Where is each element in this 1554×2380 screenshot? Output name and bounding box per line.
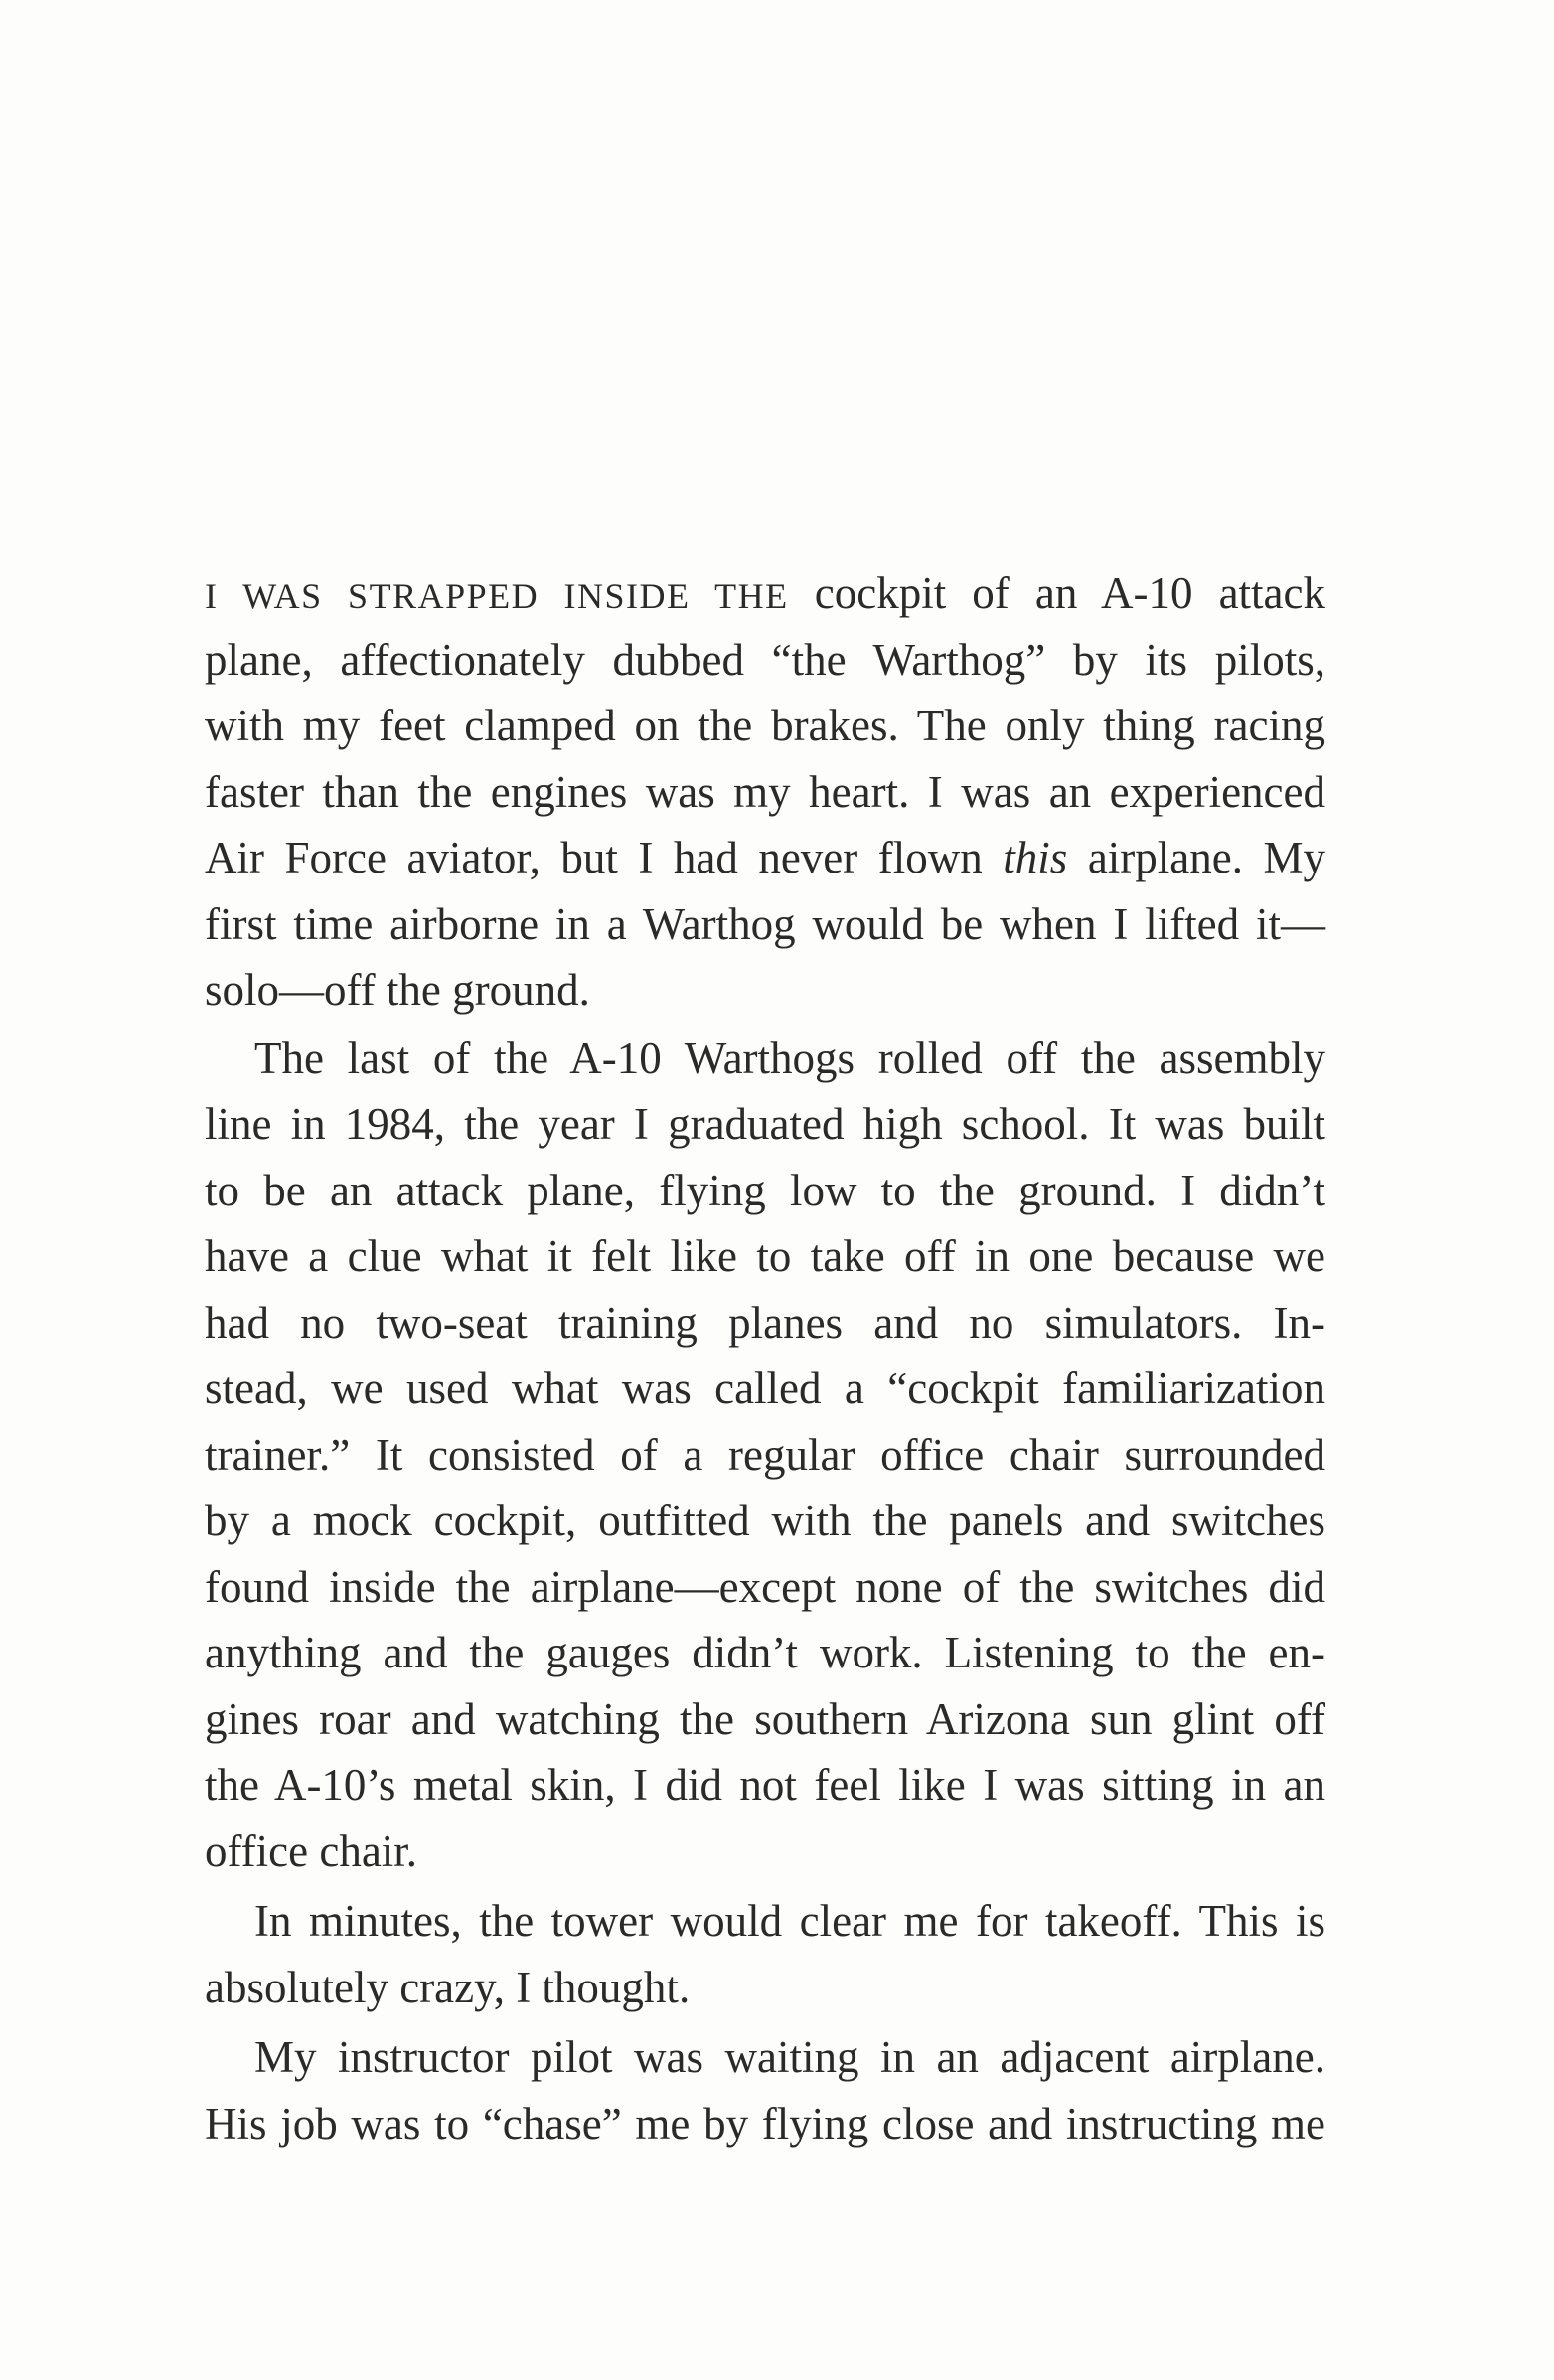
text-line: with my feet clamped on the brakes. The only thing racing bbox=[205, 701, 1325, 750]
paragraph-4 bbox=[205, 2024, 1325, 2156]
text-line: The last of the A-10 Warthogs rolled off the assembly bbox=[254, 1032, 1325, 1083]
text-line: first time airborne in a Warthog would be when I lifted it— bbox=[205, 898, 1325, 949]
paragraph-2 bbox=[205, 1026, 1325, 1885]
text-line: plane, affectionately dubbed “the Warthog” by its pilots, bbox=[205, 634, 1325, 685]
text-line: anything and the gauges didn’t work. Listening to the en- bbox=[205, 1628, 1325, 1677]
text-line: trainer.” It consisted of a regular office chair surrounded bbox=[205, 1429, 1325, 1480]
text-line: Air Force aviator, but I had never flown this airplane. My bbox=[205, 833, 1325, 882]
text-line: absolutely crazy, I thought. bbox=[205, 1962, 691, 2012]
text-line: by a mock cockpit, outfitted with the panels and switches bbox=[205, 1496, 1325, 1545]
text-line: the A-10’s metal skin, I did not feel like I was sitting in an bbox=[205, 1760, 1325, 1810]
chapter-opening-caps: I WAS STRAPPED INSIDE THE bbox=[205, 576, 789, 616]
text-line: solo—off the ground. bbox=[205, 965, 590, 1015]
text-line: In minutes, the tower would clear me for takeoff. This is bbox=[254, 1896, 1325, 1946]
text-line: His job was to “chase” me by flying close and instructing me bbox=[205, 2098, 1325, 2148]
paragraph-1 bbox=[205, 560, 1325, 1024]
text-line: My instructor pilot was waiting in an adjacent airplane. bbox=[254, 2032, 1325, 2082]
text-line: had no two-seat training planes and no simulators. In- bbox=[205, 1297, 1325, 1348]
text-line: office chair. bbox=[205, 1825, 418, 1876]
text-line: faster than the engines was my heart. I was an experienced bbox=[205, 766, 1325, 817]
paragraph-3 bbox=[205, 1888, 1325, 2020]
text-line: found inside the airplane—except none of the switches did bbox=[205, 1561, 1325, 1612]
emphasis: this bbox=[1003, 833, 1068, 882]
body-text bbox=[205, 560, 1325, 2156]
text-line: stead, we used what was called a “cockpit familiarization bbox=[205, 1363, 1325, 1413]
text-line: gines roar and watching the southern Arizona sun glint off bbox=[205, 1693, 1325, 1744]
text-line: have a clue what it felt like to take off in one because we bbox=[205, 1231, 1325, 1281]
text-line: to be an attack plane, flying low to the ground. I didn’t bbox=[205, 1165, 1325, 1215]
text-line: I WAS STRAPPED INSIDE THE cockpit of an A-10 attack bbox=[205, 568, 1325, 618]
text-line: line in 1984, the year I graduated high school. It was built bbox=[205, 1099, 1325, 1149]
